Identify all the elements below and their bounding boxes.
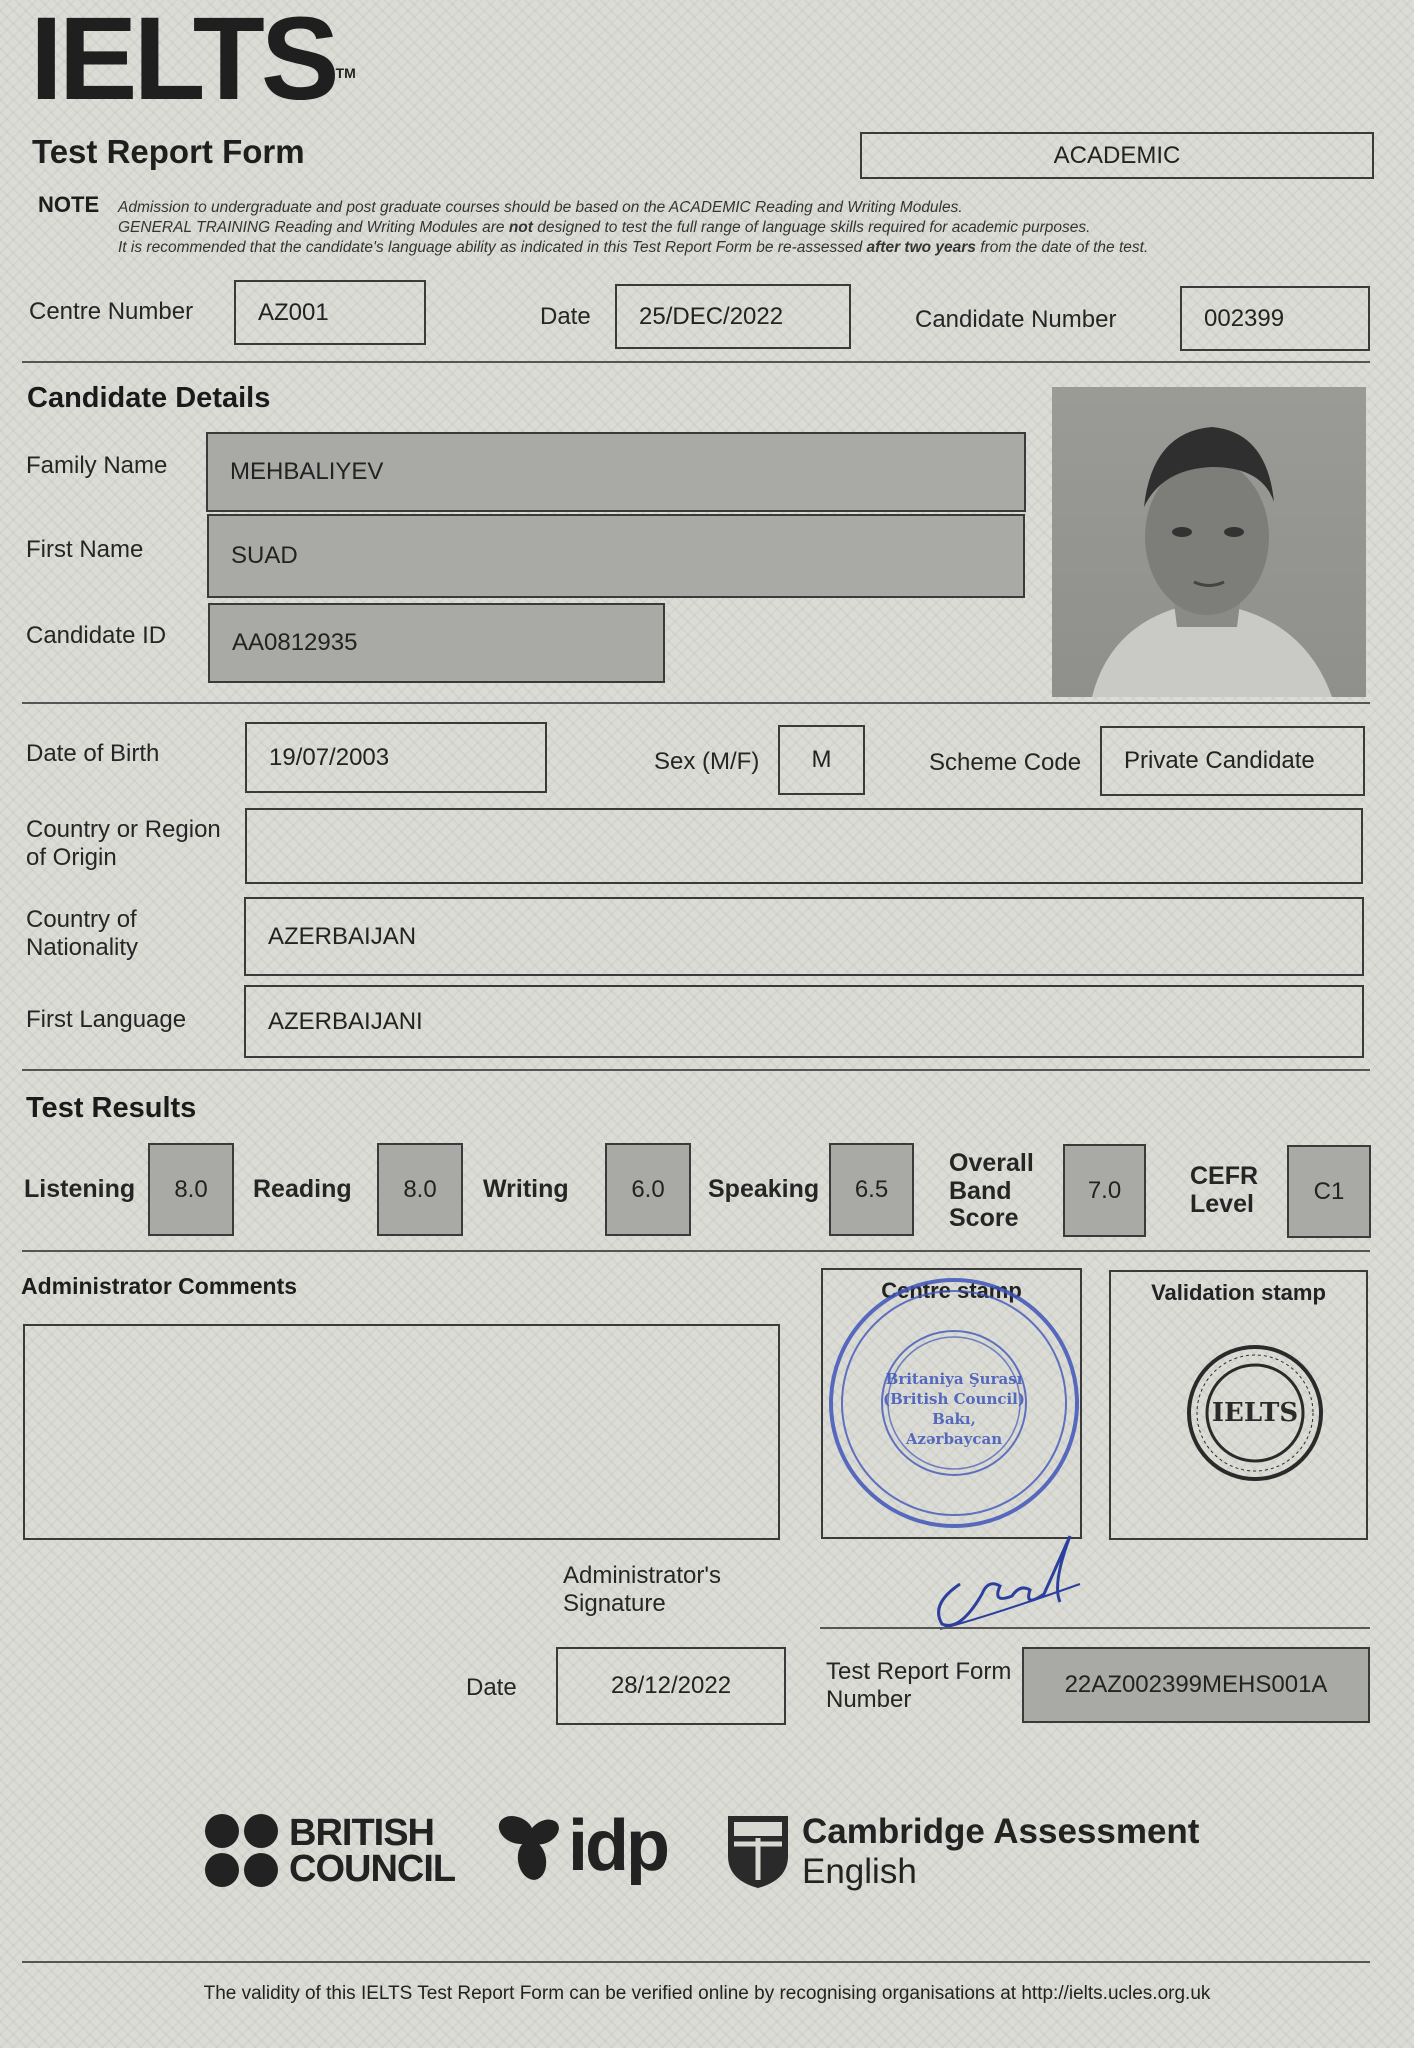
note-line-2-b: not [508, 219, 533, 236]
cefr-label-line-1: CEFR [1190, 1162, 1259, 1190]
cefr-label-line-2: Level [1190, 1189, 1254, 1218]
idp-leaf-icon [496, 1808, 566, 1884]
sex-field: M [778, 725, 865, 795]
overall-label-line-3: Score [949, 1204, 1019, 1232]
cambridge-shield-icon [726, 1814, 790, 1890]
family-name-label: Family Name [26, 452, 168, 479]
issue-date-field: 28/12/2022 [556, 1647, 786, 1725]
trf-number-label [826, 1658, 1011, 1713]
admin-signature-label [563, 1562, 721, 1617]
note-line-3-a: It is recommended that the candidate's language ability as indicated in this Test Report Form be re-assessed [118, 239, 867, 256]
test-results-title: Test Results [26, 1092, 197, 1124]
person-silhouette-icon [1052, 387, 1366, 697]
trademark-mark: TM [335, 65, 356, 81]
centre-stamp-label: Centre stamp [881, 1278, 1022, 1303]
trf-number-field: 22AZ002399MEHS001A [1022, 1647, 1370, 1723]
first-name-label: First Name [26, 536, 144, 563]
first-language-field: AZERBAIJANI [244, 985, 1364, 1058]
candidate-number-field: 002399 [1180, 286, 1370, 351]
scheme-code-field: Private Candidate [1100, 726, 1365, 796]
note-line-3-b: after two years [866, 239, 976, 256]
sex-label: Sex (M/F) [654, 748, 760, 775]
admin-comments-label: Administrator Comments [21, 1273, 298, 1299]
divider-4 [22, 1250, 1370, 1252]
listening-score: 8.0 [148, 1143, 234, 1236]
note-line-3 [118, 238, 1278, 258]
signature-label-line-1: Administrator's [563, 1562, 721, 1589]
british-council-text [289, 1812, 456, 1890]
cefr-level-score: C1 [1287, 1145, 1371, 1238]
note-line-1: Admission to undergraduate and post graduate courses should be based on the ACADEMIC Reading and Writing Modules. [118, 199, 963, 216]
issue-date-label: Date [466, 1674, 517, 1701]
british-council-dots-icon [203, 1812, 281, 1890]
origin-label [26, 816, 221, 871]
speaking-label: Speaking [708, 1175, 820, 1203]
seal-text-4: Azərbaycan [905, 1430, 1003, 1448]
british-council-logo [203, 1812, 455, 1890]
nationality-label-line-2: Nationality [26, 933, 139, 961]
validation-seal [1185, 1343, 1325, 1483]
overall-band-score: 7.0 [1063, 1144, 1146, 1237]
seal-text-1: Britaniya Şurası [885, 1370, 1023, 1388]
idp-text: idp [568, 1806, 667, 1886]
cambridge-line-2: English [802, 1852, 917, 1891]
seal-text-2: (British Council) [883, 1390, 1025, 1408]
test-date-label: Date [540, 303, 591, 330]
validity-note: The validity of this IELTS Test Report Form can be verified online by recognising organisations at http://ielts.ucles.org.uk [203, 1983, 1211, 2004]
trf-label-line-2: Number [826, 1685, 912, 1713]
signature-label-line-2: Signature [563, 1589, 666, 1617]
dob-label: Date of Birth [26, 740, 160, 767]
note-label: NOTE [38, 192, 100, 217]
overall-band-label [949, 1150, 1034, 1233]
cambridge-line-1: Cambridge Assessment [802, 1812, 1200, 1851]
candidate-id-label: Candidate ID [26, 622, 167, 649]
signature-line [820, 1627, 1370, 1629]
cambridge-logo [726, 1812, 1199, 1892]
centre-stamp-seal [823, 1272, 1085, 1534]
form-title: Test Report Form [32, 133, 305, 170]
note-line-2 [118, 218, 1278, 238]
reading-label: Reading [253, 1175, 352, 1203]
test-date-field: 25/DEC/2022 [615, 284, 851, 349]
signature-scribble-icon [920, 1524, 1090, 1634]
divider-2 [22, 702, 1370, 704]
note-line-2-c: designed to test the full range of language skills required for academic purposes. [532, 219, 1091, 236]
family-name-field: MEHBALIYEV [206, 432, 1026, 512]
candidate-id-field: AA0812935 [208, 603, 665, 683]
seal-text-3: Bakı, [932, 1410, 976, 1428]
divider-3 [22, 1069, 1370, 1071]
note-line-3-c: from the date of the test. [975, 239, 1149, 256]
writing-label: Writing [483, 1175, 569, 1203]
divider-1 [22, 361, 1370, 363]
validation-seal-text: IELTS [1211, 1398, 1299, 1428]
nationality-label [26, 906, 138, 961]
overall-label-line-1: Overall [949, 1149, 1034, 1177]
writing-score: 6.0 [605, 1143, 691, 1236]
note-line-2-a: GENERAL TRAINING Reading and Writing Modules are [118, 219, 509, 236]
trf-label-line-1: Test Report Form [826, 1658, 1012, 1685]
idp-logo [496, 1808, 667, 1884]
origin-label-line-1: Country or Region [26, 816, 221, 843]
footer-line [22, 1961, 1370, 1963]
nationality-field: AZERBAIJAN [244, 897, 1364, 976]
candidate-number-label: Candidate Number [915, 306, 1117, 333]
reading-score: 8.0 [377, 1143, 463, 1236]
dob-field: 19/07/2003 [245, 722, 547, 793]
first-name-field: SUAD [207, 514, 1025, 598]
candidate-photo [1052, 387, 1366, 697]
centre-number-label: Centre Number [29, 298, 194, 325]
centre-number-field: AZ001 [234, 280, 426, 345]
speaking-score: 6.5 [829, 1143, 914, 1236]
overall-label-line-2: Band [949, 1176, 1012, 1205]
validation-stamp-label: Validation stamp [1151, 1280, 1326, 1305]
ielts-logo-text: IELTS [30, 0, 336, 125]
scheme-code-label: Scheme Code [929, 749, 1082, 776]
module-box: ACADEMIC [860, 132, 1374, 179]
admin-comments-box [23, 1324, 780, 1540]
candidate-details-title: Candidate Details [27, 382, 271, 414]
origin-label-line-2: of Origin [26, 843, 117, 871]
cefr-level-label [1190, 1163, 1258, 1218]
origin-field [245, 808, 1363, 884]
first-language-label: First Language [26, 1006, 187, 1033]
ielts-logo [30, 0, 356, 125]
handwritten-signature [920, 1524, 1090, 1639]
nationality-label-line-1: Country of [26, 906, 137, 933]
british-council-line-1: BRITISH [289, 1812, 434, 1854]
cambridge-text [802, 1812, 1199, 1892]
listening-label: Listening [24, 1175, 136, 1203]
british-council-line-2: COUNCIL [289, 1848, 456, 1890]
